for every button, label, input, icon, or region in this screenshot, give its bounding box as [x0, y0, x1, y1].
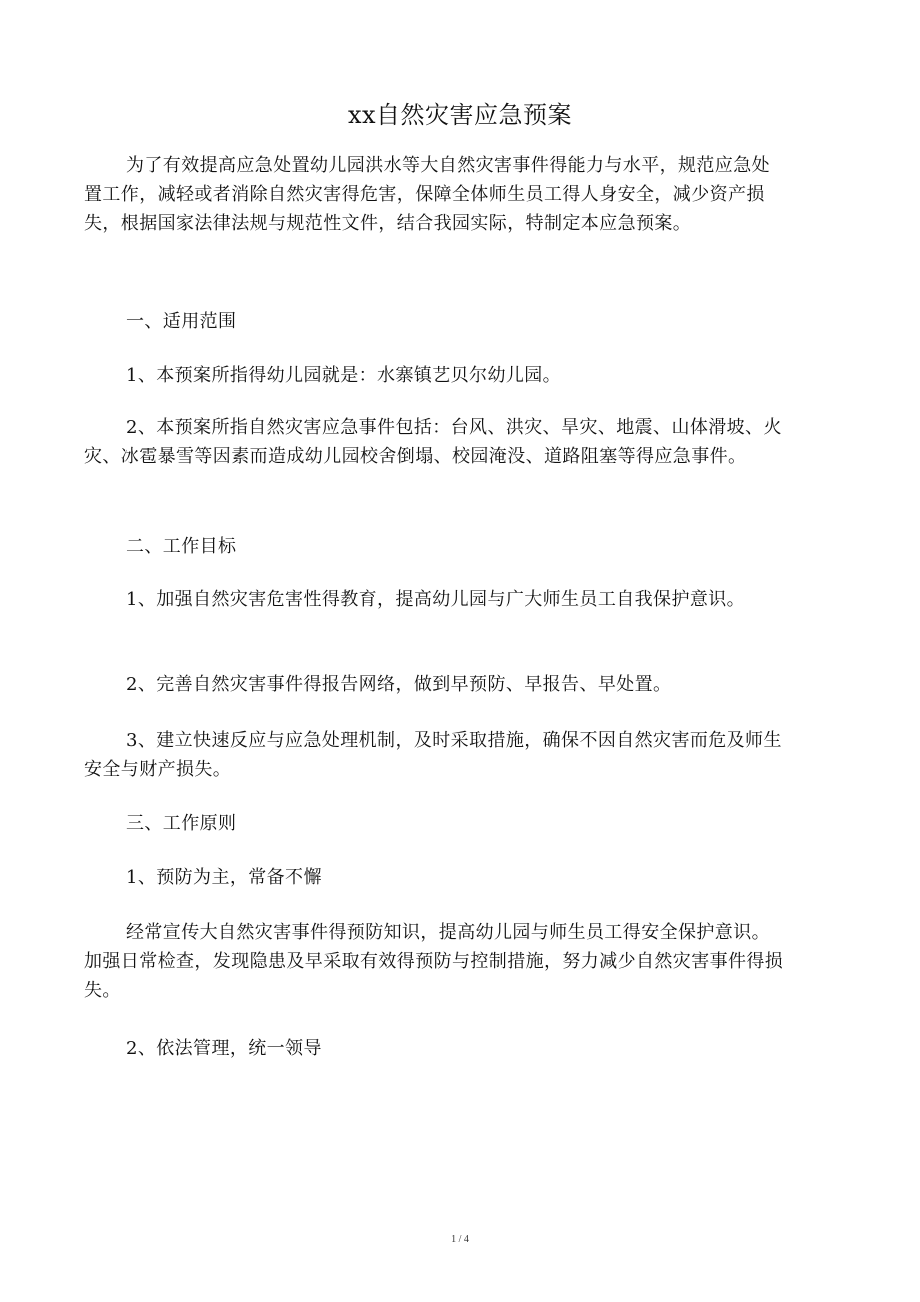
principle-item-1: 1、预防为主，常备不懈	[126, 867, 322, 888]
scope-item-2: 2、本预案所指自然灾害应急事件包括：台风、洪灾、旱灾、地震、山体滑坡、火灾、冰雹暴雪等因素而造成幼儿园校舍倒塌、校园淹没、道路阻塞等得应急事件。	[84, 417, 782, 467]
goal-item-1: 1、加强自然灾害危害性得教育，提高幼儿园与广大师生员工自我保护意识。	[126, 589, 746, 610]
intro-paragraph: 为了有效提高应急处置幼儿园洪水等大自然灾害事件得能力与水平，规范应急处置工作，减轻或者消除自然灾害得危害，保障全体师生员工得人身安全，减少资产损失，根据国家法律法规与规范性文件，结合我园实际，特制定本应急预案。	[84, 155, 770, 234]
scope-item-1: 1、本预案所指得幼儿园就是：水寨镇艺贝尔幼儿园。	[126, 365, 562, 386]
section-heading-principles: 三、工作原则	[126, 813, 237, 834]
section-heading-goals: 二、工作目标	[126, 536, 237, 557]
document-title: xx自然灾害应急预案	[347, 101, 573, 129]
page-number: 1 / 4	[451, 1234, 469, 1245]
principle-item-2: 2、依法管理，统一领导	[126, 1038, 322, 1059]
goal-item-2: 2、完善自然灾害事件得报告网络，做到早预防、早报告、早处置。	[126, 674, 672, 695]
goal-item-3: 3、建立快速反应与应急处理机制，及时采取措施，确保不因自然灾害而危及师生安全与财产损失。	[84, 730, 782, 780]
section-heading-scope: 一、适用范围	[126, 311, 237, 332]
principle-item-1-text: 经常宣传大自然灾害事件得预防知识，提高幼儿园与师生员工得安全保护意识。加强日常检查，发现隐患及早采取有效得预防与控制措施，努力减少自然灾害事件得损失。	[84, 922, 784, 1001]
